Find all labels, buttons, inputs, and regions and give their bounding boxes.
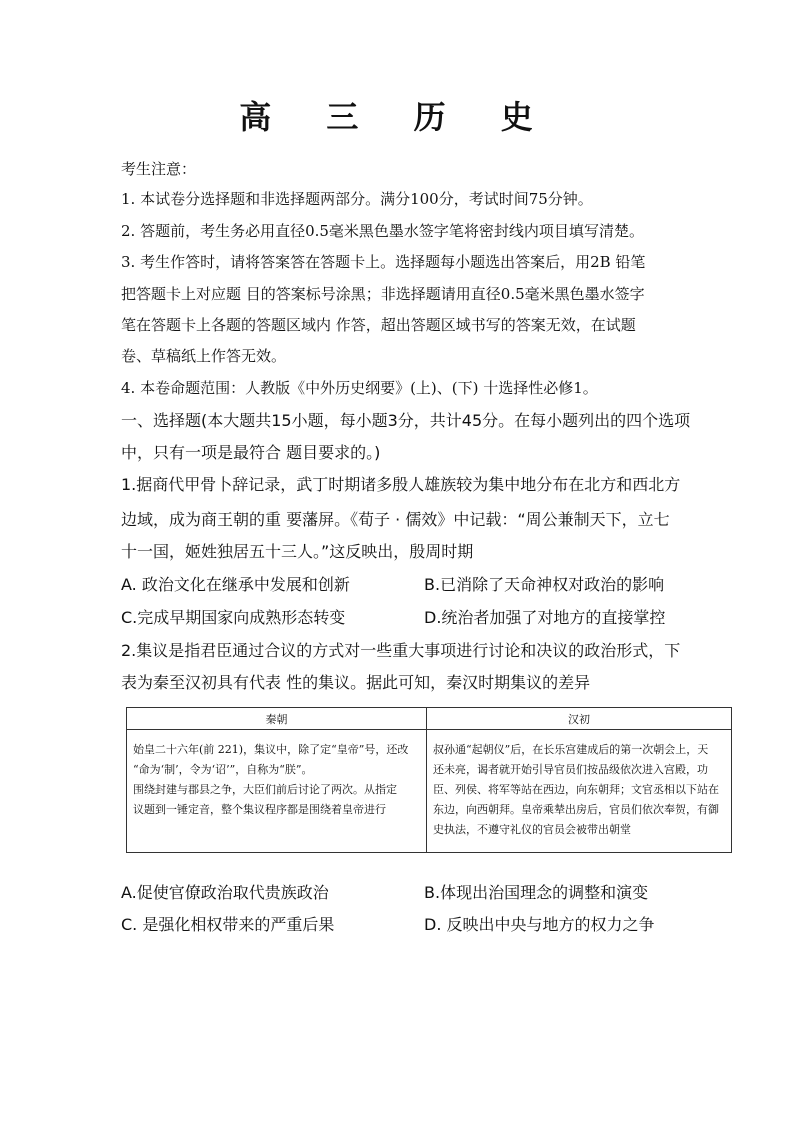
question-2-stem: 表为秦至汉初具有代表 性的集议。据此可知，秦汉时期集议的差异	[121, 673, 591, 692]
question-2-option-d: D. 反映出中央与地方的权力之争	[424, 915, 655, 934]
notice-item: 4. 本卷命题范围：人教版《中外历史纲要》(上)、(下) 十选择性必修1。	[121, 379, 598, 397]
table-cell-line: 始皇二十六年(前 221)，集议中，除了定“皇帝”号，还改	[133, 743, 409, 756]
question-2-option-c: C. 是强化相权带来的严重后果	[121, 915, 335, 934]
notice-heading: 考生注意：	[121, 160, 197, 178]
question-1-option-a: A. 政治文化在继承中发展和创新	[121, 575, 350, 594]
notice-item: 把答题卡上对应题 目的答案标号涂黑；非选择题请用直径0.5毫米黑色墨水签字	[121, 285, 645, 303]
notice-item: 1. 本试卷分选择题和非选择题两部分。满分100分，考试时间75分钟。	[121, 190, 593, 208]
question-2-option-a: A.促使官僚政治取代贵族政治	[121, 883, 329, 902]
table-cell-line: 叔孙通“起朝仪”后，在长乐宫建成后的第一次朝会上，天	[433, 743, 709, 756]
question-1-stem: 十一国，姬姓独居五十三人。”这反映出，殷周时期	[121, 542, 474, 561]
notice-item: 2. 答题前，考生务必用直径0.5毫米黑色墨水签字笔将密封线内项目填写清楚。	[121, 222, 644, 240]
question-2-stem: 2.集议是指君臣通过合议的方式对一些重大事项进行讨论和决议的政治形式，下	[121, 641, 681, 660]
notice-item: 3. 考生作答时，请将答案答在答题卡上。选择题每小题选出答案后，用2B 铅笔	[121, 253, 646, 271]
question-1-stem: 1.据商代甲骨卜辞记录，武丁时期诸多殷人雄族较为集中地分布在北方和西北方	[121, 475, 681, 494]
table-cell-line: 史执法，不遵守礼仪的官员会被带出朝堂	[433, 823, 631, 836]
table-cell-line: 围绕封建与郡县之争，大臣们前后讨论了两次。从指定	[133, 783, 397, 796]
table-cell-han	[427, 730, 732, 853]
table-cell-line: 东边，向西朝拜。皇帝乘辇出房后，官员们依次奉贺，有御	[433, 803, 719, 816]
question-1-option-c: C.完成早期国家向成熟形态转变	[121, 608, 346, 627]
jiyi-table	[126, 707, 732, 853]
table-cell-line: 臣、列侯、将军等站在西边，向东朝拜；文官丞相以下站在	[433, 783, 719, 796]
notice-item: 笔在答题卡上各题的答题区域内 作答，超出答题区域书写的答案无效，在试题	[121, 316, 636, 334]
question-1-stem: 边域，成为商王朝的重 要藩屏。《荀子 · 儒效》中记载：“周公兼制天下，立七	[121, 510, 670, 529]
table-cell-line: 议题到一锤定音，整个集议程序都是围绕着皇帝进行	[133, 803, 386, 816]
table-cell-line: 还未亮，谒者就开始引导官员们按品级依次进入宫殿，功	[433, 763, 708, 776]
table-cell-qin	[127, 730, 427, 853]
section-heading-cont: 中，只有一项是最符合 题目要求的。)	[121, 443, 381, 462]
table-header-qin: 秦朝	[127, 708, 427, 730]
page-title: 高 三 历 史	[239, 98, 555, 136]
question-2-option-b: B.体现出治国理念的调整和演变	[424, 883, 649, 902]
section-heading: 一、选择题(本大题共15小题，每小题3分，共计45分。在每小题列出的四个选项	[121, 411, 691, 430]
notice-item: 卷、草稿纸上作答无效。	[121, 347, 287, 365]
question-1-option-b: B.已消除了天命神权对政治的影响	[424, 575, 665, 594]
question-1-option-d: D.统治者加强了对地方的直接掌控	[424, 608, 666, 627]
table-header-han: 汉初	[427, 708, 732, 730]
table-cell-line: “命为‘制’，令为‘诏’”，自称为“朕”。	[133, 763, 313, 776]
